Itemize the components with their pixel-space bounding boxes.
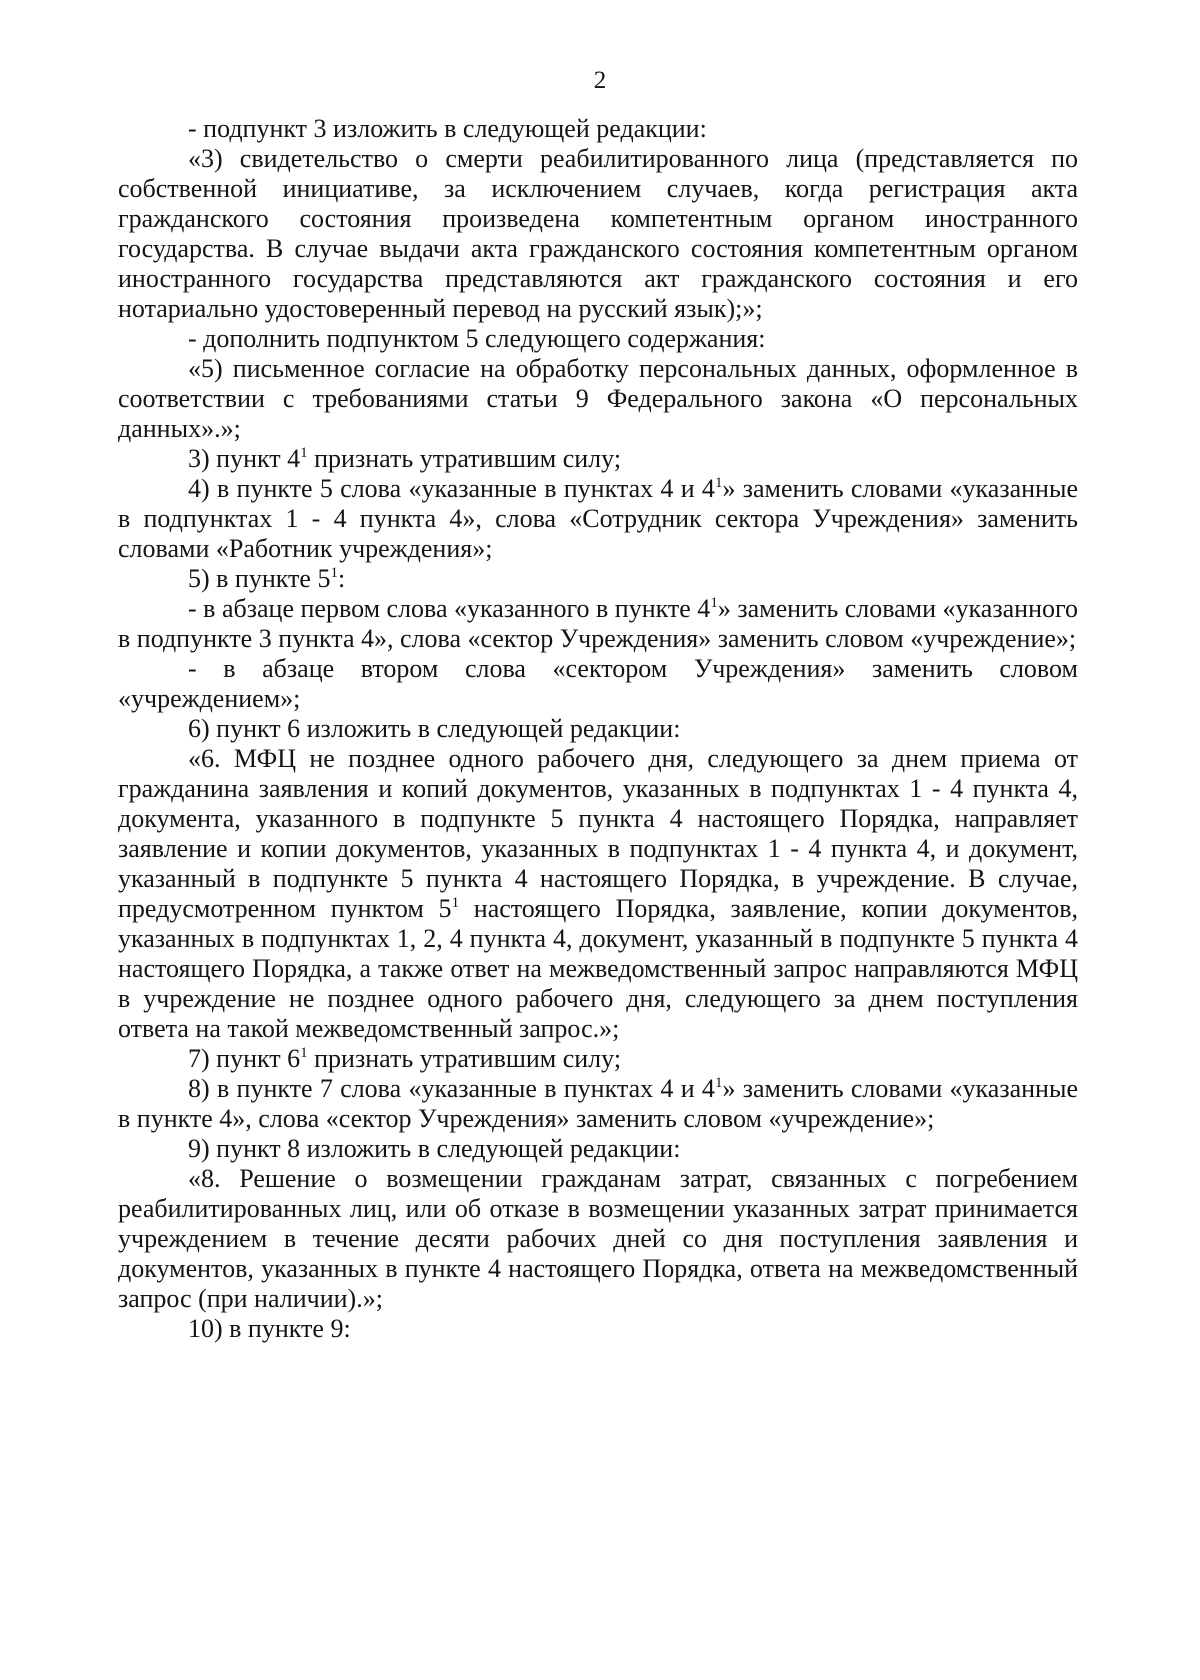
page-number: 2 <box>593 67 607 94</box>
superscript-index: 1 <box>330 565 338 581</box>
superscript-index: 1 <box>451 895 460 911</box>
paragraph: - в абзаце первом слова «указанного в пункте $4^1$» заменить словами «указанного в подпункте 3 пункта 4», слова «сектор Учреждения» заменить словом «учреждение»; <box>118 594 1078 653</box>
superscript-index: 1 <box>714 1075 723 1091</box>
paragraph: 4) в пункте 5 слова «указанные в пунктах 4 и $4^1$» заменить словами «указанные в подпунктах 1 - 4 пункта 4», слова «Сотрудник сектора Учреждения» заменить словами «Работник учреждения»; <box>118 474 1078 563</box>
paragraph: 7) пункт $6^1$ признать утратившим силу; <box>188 1044 622 1073</box>
paragraph: - в абзаце втором слова «сектором Учреждения» заменить словом «учреждением»; <box>118 654 1078 713</box>
paragraph: 9) пункт 8 изложить в следующей редакции: <box>188 1134 681 1163</box>
paragraph: 6) пункт 6 изложить в следующей редакции: <box>188 714 681 743</box>
paragraph: - подпункт 3 изложить в следующей редакции: <box>188 114 707 143</box>
paragraph: «8. Решение о возмещении гражданам затрат, связанных с погребением реабилитированных лиц, или об отказе в возмещении указанных затрат принимается учреждением в течение десяти рабочих дней со дня поступления заявления и документов, указанных в пункте 4 настоящего Порядка, ответа на межведомственный запрос (при наличии).»; <box>118 1164 1078 1313</box>
superscript-index: 1 <box>710 595 718 611</box>
superscript-index: 1 <box>714 475 723 491</box>
superscript-index: 1 <box>300 1045 308 1061</box>
paragraph: 10) в пункте 9: <box>188 1314 351 1343</box>
paragraph: 5) в пункте $5^1$: <box>188 564 346 593</box>
document-body <box>118 114 1078 1344</box>
paragraph: «6. МФЦ не позднее одного рабочего дня, следующего за днем приема от гражданина заявления и копий документов, указанных в подпунктах 1 - 4 пункта 4, документа, указанного в подпункте 5 пункта 4 настоящего Порядка, направляет заявление и копии документов, указанных в подпунктах 1 - 4 пункта 4, и документ, указанный в подпункте 5 пункта 4 настоящего Порядка, в учреждение. В случае, предусмотренном пунктом $5^1$ настоящего Порядка, заявление, копии документов, указанных в подпунктах 1, 2, 4 пункта 4, документ, указанный в подпункте 5 пункта 4 настоящего Порядка, а также ответ на межведомственный запрос направляются МФЦ в учреждение не позднее одного рабочего дня, следующего за днем поступления ответа на такой межведомственный запрос.»; <box>118 744 1079 1043</box>
paragraph: 3) пункт $4^1$ признать утратившим силу; <box>188 444 622 473</box>
superscript-index: 1 <box>300 445 308 461</box>
paragraph: «3) свидетельство о смерти реабилитированного лица (представляется по собственной инициативе, за исключением случаев, когда регистрация акта гражданского состояния произведена компетентным органом иностранного государства. В случае выдачи акта гражданского состояния компетентным органом иностранного государства представляются акт гражданского состояния и его нотариально удостоверенный перевод на русский язык);»; <box>118 144 1078 323</box>
paragraph: «5) письменное согласие на обработку персональных данных, оформленное в соответствии с требованиями статьи 9 Федерального закона «О персональных данных».»; <box>118 354 1078 443</box>
paragraph: 8) в пункте 7 слова «указанные в пунктах 4 и $4^1$» заменить словами «указанные в пункте 4», слова «сектор Учреждения» заменить словом «учреждение»; <box>118 1074 1078 1133</box>
paragraph: - дополнить подпунктом 5 следующего содержания: <box>188 324 766 353</box>
